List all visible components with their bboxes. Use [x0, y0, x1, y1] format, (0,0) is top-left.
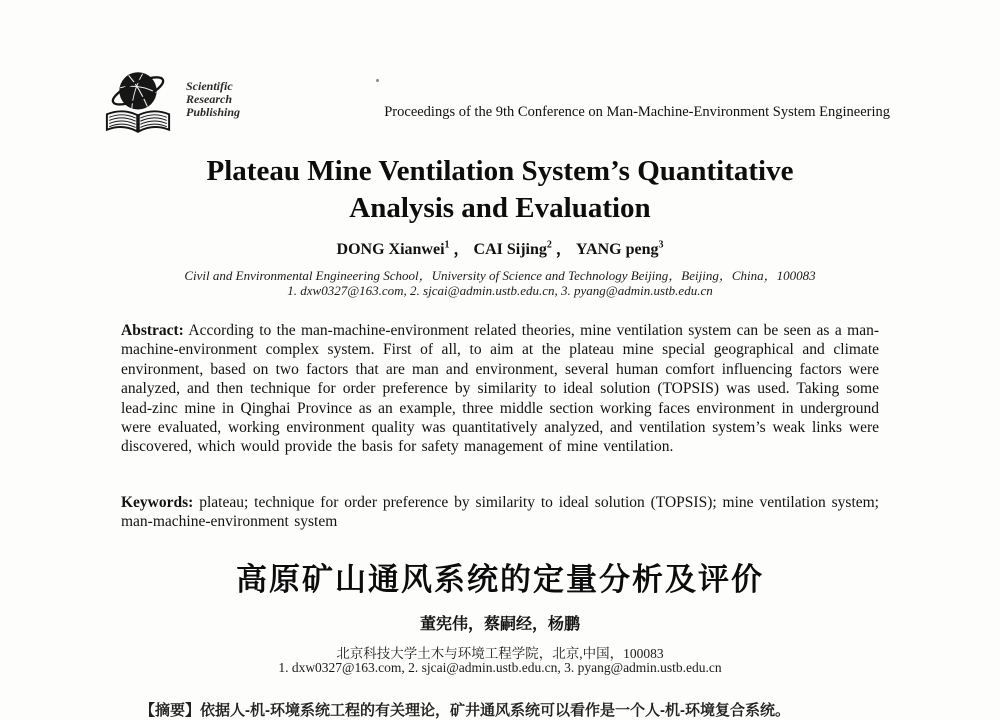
paper-title-line2: Analysis and Evaluation	[349, 192, 651, 224]
author-separator: ，	[555, 241, 572, 258]
author-1-affil-mark: 1	[444, 239, 450, 251]
keywords-text: plateau; technique for order preference by similarity to ideal solution (TOPSIS); mine ventilation system; man-machine-environment system	[121, 494, 879, 531]
abstract-paragraph	[121, 321, 879, 457]
publisher-name-line1: Scientific	[186, 79, 233, 93]
chinese-title: 高原矿山通风系统的定量分析及评价	[236, 562, 764, 597]
publisher-name-line2: Research	[186, 92, 232, 106]
paper-title	[0, 153, 1000, 227]
keywords-paragraph	[121, 493, 879, 532]
chinese-authors: 董宪伟，蔡嗣经，杨鹏	[419, 616, 580, 633]
publisher-logo	[98, 66, 240, 136]
author-1-name: DONG Xianwei	[336, 241, 445, 258]
author-2-affil-mark: 2	[546, 239, 552, 251]
author-2	[474, 241, 552, 258]
globe-book-icon	[98, 66, 178, 136]
paper-title-line1: Plateau Mine Ventilation System’s Quantitative	[206, 155, 794, 187]
author-3	[576, 241, 664, 258]
publisher-name-line3: Publishing	[186, 105, 241, 119]
proceedings-header: Proceedings of the 9th Conference on Man-Machine-Environment System Engineering	[384, 104, 890, 120]
author-separator: ，	[453, 241, 470, 258]
authors-line	[0, 236, 1000, 259]
abstract-text: According to the man-machine-environment related theories, mine ventilation system can be seen as a man-machine-environment complex system. First of all, to aim at the plateau mine special geographical and climate environment, based on two factors that are man and environment, several human comfort influencing factors were analyzed, and then technique for order preference by similarity to ideal solution (TOPSIS) was used. Taking some lead-zinc mine in Qinghai Province as an example, three middle section working faces environment in underground were evaluated, working environment quality was quantitatively analyzed, and ventilation system’s weak links were discovered, which would provide the basis for safety management of mine ventilation.	[121, 322, 879, 456]
author-emails: 1. dxw0327@163.com, 2. sjcai@admin.ustb.edu.cn, 3. pyang@admin.ustb.edu.cn	[287, 283, 713, 298]
chinese-abstract-clipped-line: 【摘要】依据人-机-环境系统工程的有关理论，矿井通风系统可以看作是一个人-机-环境复合系统。	[140, 702, 790, 719]
keywords-label: Keywords:	[121, 494, 194, 511]
author-3-affil-mark: 3	[658, 239, 664, 251]
scan-artifact-dot	[376, 79, 379, 82]
affiliation-line: Civil and Environmental Engineering School，University of Science and Technology Beijing，Beijing，China，100083	[184, 268, 816, 283]
chinese-author-emails: 1. dxw0327@163.com, 2. sjcai@admin.ustb.edu.cn, 3. pyang@admin.ustb.edu.cn	[278, 660, 722, 675]
chinese-affiliation: 北京科技大学土木与环境工程学院，北京,中国，100083	[336, 646, 664, 661]
author-3-name: YANG peng	[575, 241, 659, 258]
author-2-name: CAI Sijing	[473, 241, 547, 258]
abstract-label: Abstract:	[121, 322, 184, 339]
publisher-name	[186, 80, 240, 136]
author-1	[337, 241, 450, 258]
